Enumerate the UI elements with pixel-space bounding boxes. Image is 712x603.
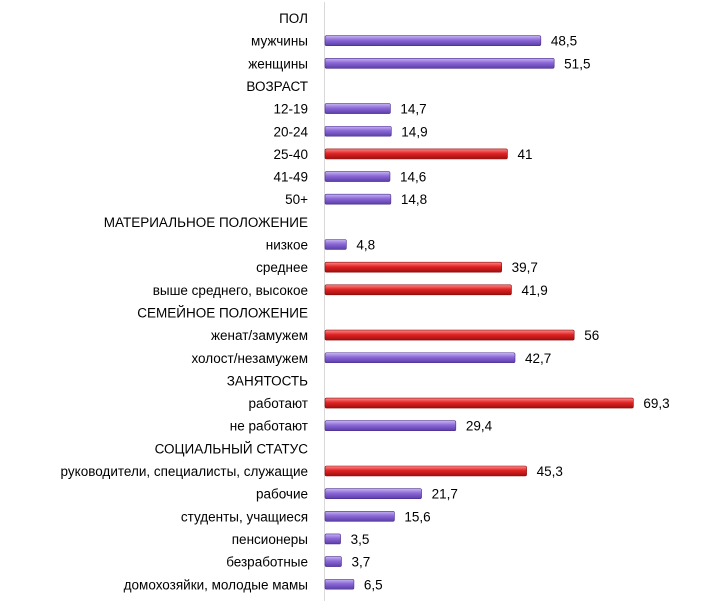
bars xyxy=(325,33,633,593)
category-label: 41-49 xyxy=(273,169,308,185)
value-label: 29,4 xyxy=(465,418,493,434)
value-label: 3,5 xyxy=(350,531,370,547)
value-labels xyxy=(351,34,670,593)
bar-highlight xyxy=(325,466,527,476)
value-label: 48,5 xyxy=(550,33,578,49)
value-label: 39,7 xyxy=(511,260,538,276)
bar xyxy=(325,353,515,363)
bar xyxy=(325,104,390,114)
group-header-label: СОЦИАЛЬНЫЙ СТАТУС xyxy=(154,441,308,457)
category-label: мужчины xyxy=(251,33,308,49)
category-label: женщины xyxy=(248,56,308,72)
value-label: 21,7 xyxy=(431,486,458,502)
value-label: 14,9 xyxy=(401,124,428,140)
value-label: 6,5 xyxy=(363,577,383,593)
bar xyxy=(325,511,394,521)
bar xyxy=(325,58,554,68)
bar-highlight xyxy=(325,330,574,340)
bar xyxy=(325,557,341,567)
category-label: пенсионеры xyxy=(231,531,308,547)
value-label: 51,5 xyxy=(564,56,591,72)
bar-highlight xyxy=(325,262,502,272)
category-label: не работают xyxy=(229,418,308,434)
value-label: 41,9 xyxy=(521,282,548,298)
value-label: 69,3 xyxy=(643,396,670,412)
bar xyxy=(325,172,390,182)
bar xyxy=(325,126,391,136)
value-label: 15,6 xyxy=(404,509,431,525)
bar xyxy=(325,489,422,499)
category-label: 12-19 xyxy=(273,101,308,117)
category-label: рабочие xyxy=(255,486,308,502)
group-header-label: ЗАНЯТОСТЬ xyxy=(226,373,308,389)
category-labels xyxy=(61,11,309,592)
category-label: 20-24 xyxy=(273,124,308,140)
bar xyxy=(325,579,354,589)
category-label: домохозяйки, молодые мамы xyxy=(123,577,308,593)
value-label: 14,7 xyxy=(400,101,427,117)
category-label: холост/незамужем xyxy=(191,350,308,366)
category-label: работают xyxy=(248,396,308,412)
group-header-label: СЕМЕЙНОЕ ПОЛОЖЕНИЕ xyxy=(137,305,308,321)
bar-highlight xyxy=(325,149,507,159)
bar xyxy=(325,194,391,204)
category-label: 50+ xyxy=(285,192,308,208)
category-label: руководители, специалисты, служащие xyxy=(60,464,308,479)
group-header-label: МАТЕРИАЛЬНОЕ ПОЛОЖЕНИЕ xyxy=(103,214,308,230)
value-label: 14,6 xyxy=(399,169,427,185)
group-header-label: ПОЛ xyxy=(279,11,308,26)
bar xyxy=(325,36,541,46)
group-header-label: ВОЗРАСТ xyxy=(246,78,308,94)
bar-highlight xyxy=(325,398,633,408)
bar xyxy=(325,421,456,431)
category-label: студенты, учащиеся xyxy=(180,509,308,525)
category-label: среднее xyxy=(256,260,308,276)
category-label: женат/замужем xyxy=(211,328,308,344)
bar-highlight xyxy=(325,285,511,295)
category-label: низкое xyxy=(265,237,308,253)
value-label: 42,7 xyxy=(525,350,552,366)
category-label: выше среднего, высокое xyxy=(152,282,308,298)
bar xyxy=(325,534,341,544)
value-label: 4,8 xyxy=(356,237,376,253)
value-label: 14,8 xyxy=(400,192,428,208)
value-label: 41 xyxy=(517,146,533,162)
bar xyxy=(325,240,346,250)
category-label: безработные xyxy=(226,554,308,570)
value-label: 56 xyxy=(584,328,600,344)
category-label: 25-40 xyxy=(273,146,308,162)
value-label: 45,3 xyxy=(536,464,563,479)
value-label: 3,7 xyxy=(351,554,371,570)
